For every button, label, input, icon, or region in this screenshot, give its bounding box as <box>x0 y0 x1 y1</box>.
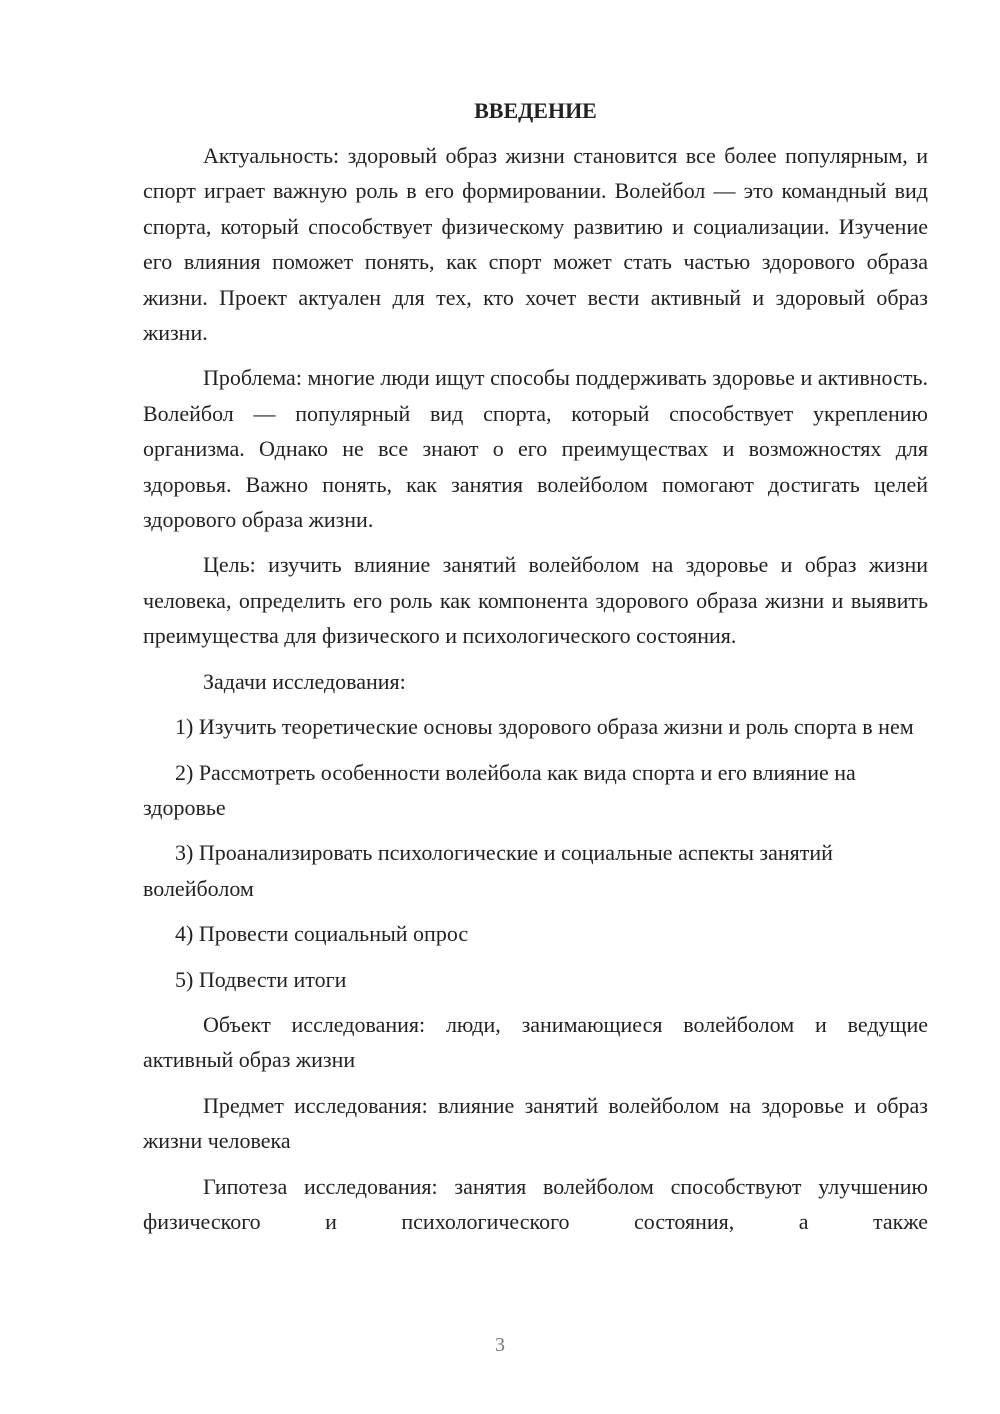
task-item: 3) Проанализировать психологические и социальные аспекты занятий волейболом <box>143 840 833 901</box>
task-item: 5) Подвести итоги <box>175 966 347 992</box>
problem-paragraph: Проблема: многие люди ищут способы поддерживать здоровье и активность. Волейбол — популярный вид спорта, который способствует укреплению организма. Однако не все знают о его преимуществах и возможностях для здоровья. Важно понять, как занятия волейболом помогают достигать целей здорового образа жизни. <box>143 365 928 533</box>
subject-paragraph: Предмет исследования: влияние занятий волейболом на здоровье и образ жизни человека <box>143 1092 928 1154</box>
relevance-paragraph: Актуальность: здоровый образ жизни становится все более популярным, и спорт играет важную роль в его формировании. Волейбол — это командный вид спорта, который способствует физическому развитию и социализации. Изучение его влияния поможет понять, как спорт может стать частью здорового образа жизни. Проект актуален для тех, кто хочет вести активный и здоровый образ жизни. <box>143 143 928 346</box>
page-number: 3 <box>495 1334 505 1356</box>
tasks-heading: Задачи исследования: <box>203 668 406 694</box>
page-content <box>143 96 928 1249</box>
section-title: ВВЕДЕНИЕ <box>474 98 597 123</box>
object-paragraph: Объект исследования: люди, занимающиеся волейболом и ведущие активный образ жизни <box>143 1011 928 1073</box>
task-item: 4) Провести социальный опрос <box>175 921 469 947</box>
goal-paragraph: Цель: изучить влияние занятий волейболом на здоровье и образ жизни человека, определить его роль как компонента здорового образа жизни и выявить преимущества для физического и психологического состояния. <box>143 552 928 649</box>
task-item: 1) Изучить теоретические основы здорового образа жизни и роль спорта в нем <box>175 714 914 740</box>
task-item: 2) Рассмотреть особенности волейбола как вида спорта и его влияние на здоровье <box>143 759 856 820</box>
hypothesis-paragraph: Гипотеза исследования: занятия волейболом способствуют улучшению физического и психологического состояния, а также <box>143 1173 928 1234</box>
